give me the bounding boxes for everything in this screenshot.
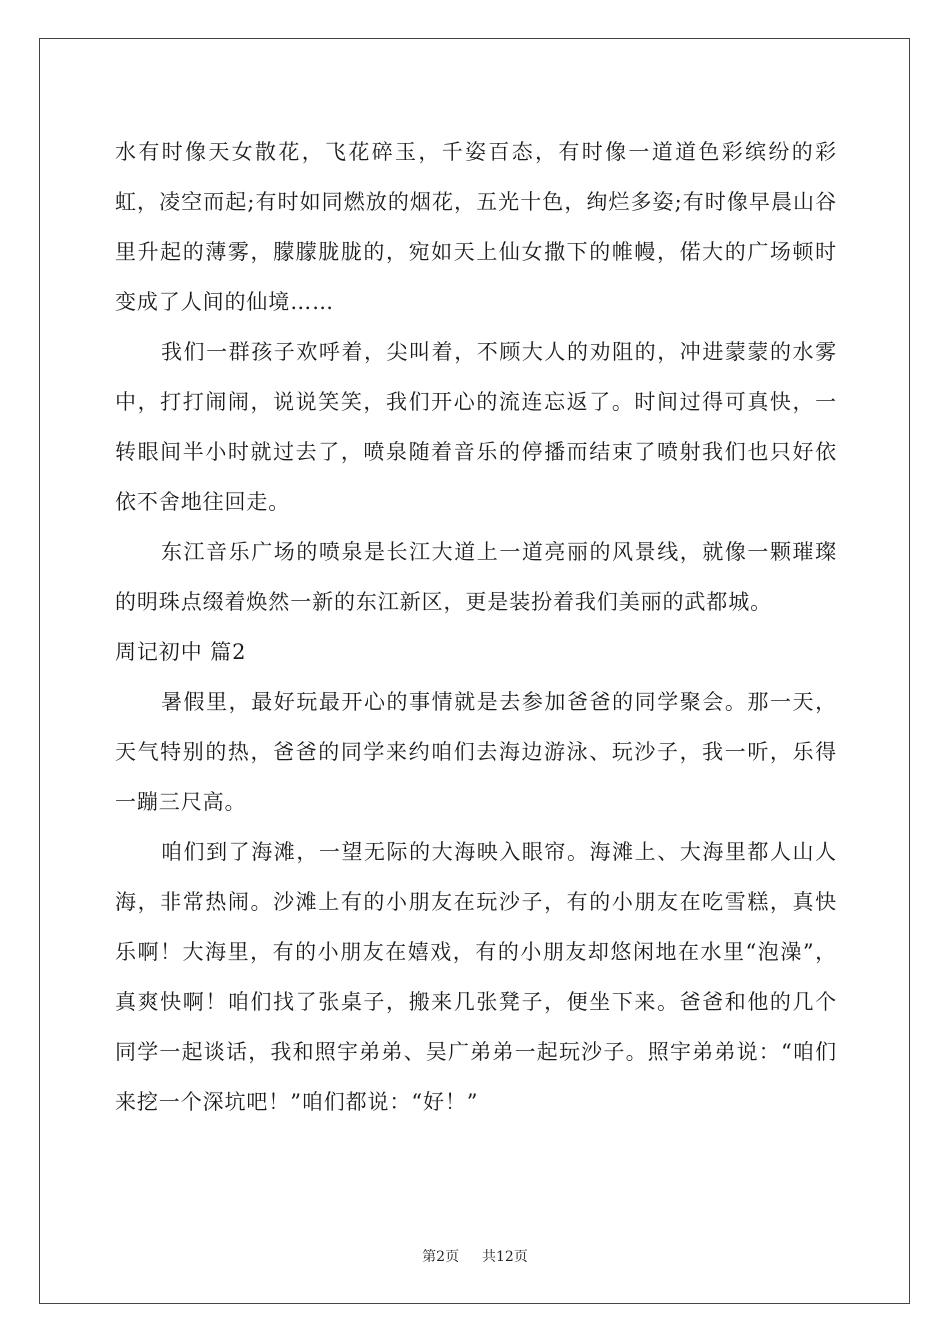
page-total: 共12页	[482, 1249, 528, 1265]
paragraph-beach: 咱们到了海滩，一望无际的大海映入眼帘。海滩上、大海里都人山人海，非常热闹。沙滩上有的小朋友在玩沙子，有的小朋友在吃雪糕，真快乐啊！大海里，有的小朋友在嬉戏，有的小朋友却悠闲地在水里“泡澡”，真爽快啊！咱们找了张桌子，搬来几张凳子，便坐下来。爸爸和他的几个同学一起谈话，我和照宇弟弟、吴广弟弟一起玩沙子。照宇弟弟说：“咱们来挖一个深坑吧！”咱们都说：“好！”	[115, 840, 837, 1114]
page-footer	[0, 1246, 950, 1266]
document-body	[115, 127, 837, 1127]
paragraph-summer-gathering: 暑假里，最好玩最开心的事情就是去参加爸爸的同学聚会。那一天，天气特别的热，爸爸的同学来约咱们去海边游泳、玩沙子，我一听，乐得一蹦三尺高。	[115, 690, 837, 814]
paragraph-children-playing: 我们一群孩子欢呼着，尖叫着，不顾大人的劝阻的，冲进蒙蒙的水雾中，打打闹闹，说说笑笑，我们开心的流连忘返了。时间过得可真快，一转眼间半小时就过去了，喷泉随着音乐的停播而结束了喷射我们也只好依依不舍地往回走。	[115, 340, 837, 514]
section-heading: 周记初中 篇2	[115, 640, 247, 664]
page-number: 第2页	[422, 1249, 460, 1265]
paragraph-fountain-description: 水有时像天女散花，飞花碎玉，千姿百态，有时像一道道色彩缤纷的彩虹，凌空而起;有时如同燃放的烟花，五光十色，绚烂多姿;有时像早晨山谷里升起的薄雾，朦朦胧胧的，宛如天上仙女撒下的帷幔，偌大的广场顿时变成了人间的仙境……	[115, 140, 837, 314]
paragraph-conclusion: 东江音乐广场的喷泉是长江大道上一道亮丽的风景线，就像一颗璀璨的明珠点缀着焕然一新的东江新区，更是装扮着我们美丽的武都城。	[115, 540, 837, 614]
